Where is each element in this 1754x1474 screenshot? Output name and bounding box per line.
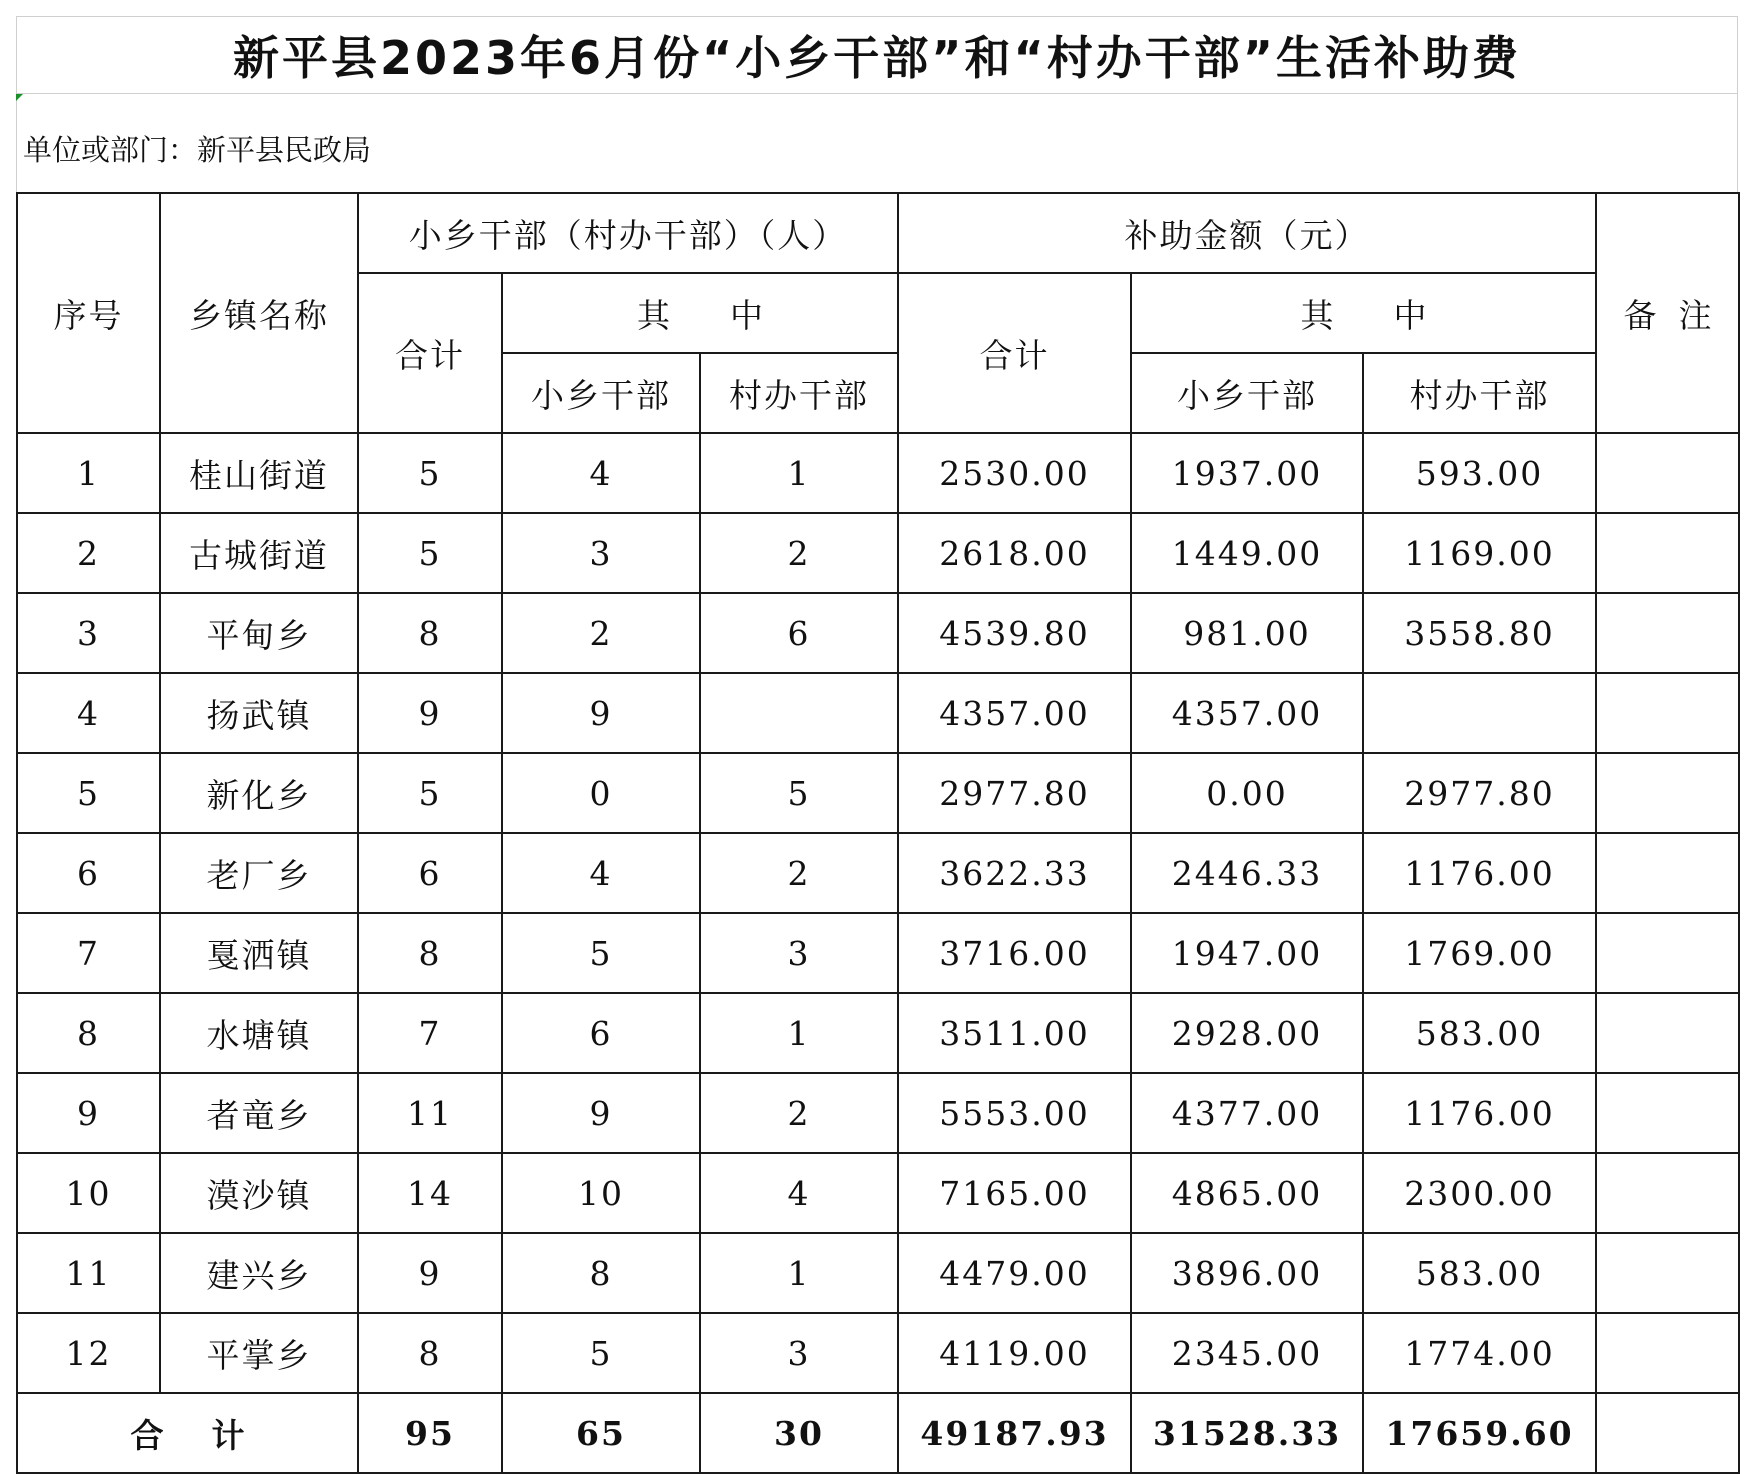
cell-town[interactable]: 平掌乡: [160, 1313, 358, 1393]
total-row: [17, 1393, 1739, 1473]
cell-town[interactable]: 平甸乡: [160, 593, 358, 673]
cell-amount-cunban[interactable]: 593.00: [1363, 433, 1596, 513]
cell-amount-total[interactable]: 4357.00: [898, 673, 1131, 753]
header-amount-total[interactable]: 合计: [898, 273, 1131, 433]
total-people-cunban[interactable]: 30: [700, 1393, 898, 1473]
cell-amount-xiaoxiang[interactable]: 4377.00: [1131, 1073, 1363, 1153]
cell-remark[interactable]: [1596, 1153, 1739, 1233]
cell-people-total[interactable]: 8: [358, 1313, 502, 1393]
total-amount-xiaoxiang[interactable]: 31528.33: [1131, 1393, 1363, 1473]
title-cell[interactable]: [16, 16, 1738, 94]
cell-amount-cunban[interactable]: 1774.00: [1363, 1313, 1596, 1393]
table-row: [17, 833, 1739, 913]
cell-people-xiaoxiang[interactable]: 3: [502, 513, 700, 593]
cell-amount-cunban[interactable]: 1176.00: [1363, 1073, 1596, 1153]
table-row: [17, 1233, 1739, 1313]
cell-people-xiaoxiang[interactable]: 9: [502, 1073, 700, 1153]
table-row: [17, 913, 1739, 993]
cell-town[interactable]: 桂山街道: [160, 433, 358, 513]
cell-people-total[interactable]: 8: [358, 913, 502, 993]
unit-row[interactable]: [16, 94, 1738, 192]
cell-people-xiaoxiang[interactable]: 6: [502, 993, 700, 1073]
cell-people-cunban[interactable]: 1: [700, 993, 898, 1073]
cell-amount-cunban[interactable]: 583.00: [1363, 993, 1596, 1073]
cell-indicator-icon: [16, 94, 23, 101]
table-row: [17, 593, 1739, 673]
cell-amount-cunban[interactable]: 2977.80: [1363, 753, 1596, 833]
table-row: [17, 433, 1739, 513]
cell-seq[interactable]: 10: [17, 1153, 160, 1233]
header-town[interactable]: 乡镇名称: [160, 193, 358, 433]
cell-amount-cunban[interactable]: [1363, 673, 1596, 753]
subsidy-table: [16, 192, 1740, 1474]
table-row: [17, 673, 1739, 753]
cell-people-cunban[interactable]: 3: [700, 913, 898, 993]
cell-seq[interactable]: 4: [17, 673, 160, 753]
cell-amount-cunban[interactable]: 1176.00: [1363, 833, 1596, 913]
cell-amount-total[interactable]: 2618.00: [898, 513, 1131, 593]
total-people-xiaoxiang[interactable]: 65: [502, 1393, 700, 1473]
cell-seq[interactable]: 9: [17, 1073, 160, 1153]
cell-seq[interactable]: 1: [17, 433, 160, 513]
cell-amount-xiaoxiang[interactable]: 4865.00: [1131, 1153, 1363, 1233]
cell-amount-total[interactable]: 3716.00: [898, 913, 1131, 993]
cell-amount-xiaoxiang[interactable]: 1947.00: [1131, 913, 1363, 993]
cell-amount-total[interactable]: 4119.00: [898, 1313, 1131, 1393]
cell-people-cunban[interactable]: [700, 673, 898, 753]
cell-people-total[interactable]: 11: [358, 1073, 502, 1153]
cell-amount-xiaoxiang[interactable]: 2345.00: [1131, 1313, 1363, 1393]
header-amount-of-which[interactable]: 其中: [1131, 273, 1596, 353]
header-amount-xiaoxiang[interactable]: 小乡干部: [1131, 353, 1363, 433]
cell-amount-total[interactable]: 7165.00: [898, 1153, 1131, 1233]
cell-seq[interactable]: 2: [17, 513, 160, 593]
cell-amount-total[interactable]: 4479.00: [898, 1233, 1131, 1313]
header-people-total[interactable]: 合计: [358, 273, 502, 433]
cell-people-total[interactable]: 7: [358, 993, 502, 1073]
cell-amount-xiaoxiang[interactable]: 981.00: [1131, 593, 1363, 673]
cell-seq[interactable]: 3: [17, 593, 160, 673]
cell-seq[interactable]: 7: [17, 913, 160, 993]
cell-people-total[interactable]: 6: [358, 833, 502, 913]
cell-people-xiaoxiang[interactable]: 9: [502, 673, 700, 753]
cell-remark[interactable]: [1596, 993, 1739, 1073]
cell-people-cunban[interactable]: 3: [700, 1313, 898, 1393]
cell-amount-cunban[interactable]: 1769.00: [1363, 913, 1596, 993]
cell-remark[interactable]: [1596, 593, 1739, 673]
cell-remark[interactable]: [1596, 1073, 1739, 1153]
cell-amount-xiaoxiang[interactable]: 1937.00: [1131, 433, 1363, 513]
cell-amount-xiaoxiang[interactable]: 0.00: [1131, 753, 1363, 833]
cell-town[interactable]: 戛洒镇: [160, 913, 358, 993]
cell-amount-cunban[interactable]: 583.00: [1363, 1233, 1596, 1313]
total-amount[interactable]: 49187.93: [898, 1393, 1131, 1473]
header-people-group[interactable]: 小乡干部（村办干部）（人）: [358, 193, 898, 273]
cell-remark[interactable]: [1596, 833, 1739, 913]
cell-amount-total[interactable]: 3622.33: [898, 833, 1131, 913]
cell-people-cunban[interactable]: 6: [700, 593, 898, 673]
table-row: [17, 993, 1739, 1073]
header-remark[interactable]: 备注: [1596, 193, 1739, 433]
cell-people-cunban[interactable]: 2: [700, 833, 898, 913]
cell-amount-total[interactable]: 3511.00: [898, 993, 1131, 1073]
cell-people-total[interactable]: 9: [358, 673, 502, 753]
header-people-of-which[interactable]: 其中: [502, 273, 898, 353]
cell-remark[interactable]: [1596, 1313, 1739, 1393]
cell-people-cunban[interactable]: 2: [700, 513, 898, 593]
table-body: [17, 433, 1739, 1393]
total-label[interactable]: 合计: [17, 1393, 358, 1473]
cell-people-total[interactable]: 5: [358, 433, 502, 513]
cell-town[interactable]: 水塘镇: [160, 993, 358, 1073]
cell-town[interactable]: 漠沙镇: [160, 1153, 358, 1233]
cell-amount-total[interactable]: 5553.00: [898, 1073, 1131, 1153]
cell-town[interactable]: 新化乡: [160, 753, 358, 833]
cell-amount-xiaoxiang[interactable]: 3896.00: [1131, 1233, 1363, 1313]
cell-remark[interactable]: [1596, 1233, 1739, 1313]
cell-town[interactable]: 者竜乡: [160, 1073, 358, 1153]
cell-amount-xiaoxiang[interactable]: 4357.00: [1131, 673, 1363, 753]
cell-amount-xiaoxiang[interactable]: 2446.33: [1131, 833, 1363, 913]
cell-people-cunban[interactable]: 5: [700, 753, 898, 833]
cell-town[interactable]: 老厂乡: [160, 833, 358, 913]
cell-seq[interactable]: 12: [17, 1313, 160, 1393]
cell-remark[interactable]: [1596, 913, 1739, 993]
cell-amount-total[interactable]: 4539.80: [898, 593, 1131, 673]
header-seq[interactable]: 序号: [17, 193, 160, 433]
cell-people-total[interactable]: 14: [358, 1153, 502, 1233]
header-amount-cunban[interactable]: 村办干部: [1363, 353, 1596, 433]
cell-remark[interactable]: [1596, 433, 1739, 513]
cell-people-total[interactable]: 5: [358, 753, 502, 833]
table-row: [17, 1073, 1739, 1153]
total-remark[interactable]: [1596, 1393, 1739, 1473]
cell-people-cunban[interactable]: 1: [700, 1233, 898, 1313]
total-people[interactable]: 95: [358, 1393, 502, 1473]
cell-remark[interactable]: [1596, 513, 1739, 593]
table-row: [17, 513, 1739, 593]
cell-people-xiaoxiang[interactable]: 0: [502, 753, 700, 833]
table-row: [17, 1153, 1739, 1233]
cell-people-xiaoxiang[interactable]: 5: [502, 1313, 700, 1393]
total-amount-cunban[interactable]: 17659.60: [1363, 1393, 1596, 1473]
cell-people-total[interactable]: 9: [358, 1233, 502, 1313]
cell-people-xiaoxiang[interactable]: 8: [502, 1233, 700, 1313]
cell-amount-cunban[interactable]: 2300.00: [1363, 1153, 1596, 1233]
cell-amount-total[interactable]: 2530.00: [898, 433, 1131, 513]
table-header: [17, 193, 1739, 433]
table-row: [17, 1313, 1739, 1393]
cell-people-xiaoxiang[interactable]: 4: [502, 433, 700, 513]
cell-people-xiaoxiang[interactable]: 10: [502, 1153, 700, 1233]
cell-town[interactable]: 扬武镇: [160, 673, 358, 753]
cell-people-cunban[interactable]: 1: [700, 433, 898, 513]
cell-people-cunban[interactable]: 4: [700, 1153, 898, 1233]
cell-amount-cunban[interactable]: 1169.00: [1363, 513, 1596, 593]
page-title: 新平县2023年6月份“小乡干部”和“村办干部”生活补助费: [233, 31, 1521, 85]
unit-label: 单位或部门：新平县民政局: [23, 133, 372, 167]
cell-amount-xiaoxiang[interactable]: 1449.00: [1131, 513, 1363, 593]
cell-people-xiaoxiang[interactable]: 5: [502, 913, 700, 993]
cell-remark[interactable]: [1596, 753, 1739, 833]
cell-seq[interactable]: 8: [17, 993, 160, 1073]
cell-people-cunban[interactable]: 2: [700, 1073, 898, 1153]
cell-town[interactable]: 建兴乡: [160, 1233, 358, 1313]
cell-town[interactable]: 古城街道: [160, 513, 358, 593]
cell-people-total[interactable]: 5: [358, 513, 502, 593]
cell-remark[interactable]: [1596, 673, 1739, 753]
table-row: [17, 753, 1739, 833]
cell-amount-cunban[interactable]: 3558.80: [1363, 593, 1596, 673]
cell-people-xiaoxiang[interactable]: 2: [502, 593, 700, 673]
cell-seq[interactable]: 11: [17, 1233, 160, 1313]
cell-seq[interactable]: 5: [17, 753, 160, 833]
cell-amount-total[interactable]: 2977.80: [898, 753, 1131, 833]
cell-amount-xiaoxiang[interactable]: 2928.00: [1131, 993, 1363, 1073]
cell-people-total[interactable]: 8: [358, 593, 502, 673]
table-footer: [17, 1393, 1739, 1473]
cell-people-xiaoxiang[interactable]: 4: [502, 833, 700, 913]
header-amount-group[interactable]: 补助金额（元）: [898, 193, 1596, 273]
header-people-cunban[interactable]: 村办干部: [700, 353, 898, 433]
cell-seq[interactable]: 6: [17, 833, 160, 913]
header-people-xiaoxiang[interactable]: 小乡干部: [502, 353, 700, 433]
